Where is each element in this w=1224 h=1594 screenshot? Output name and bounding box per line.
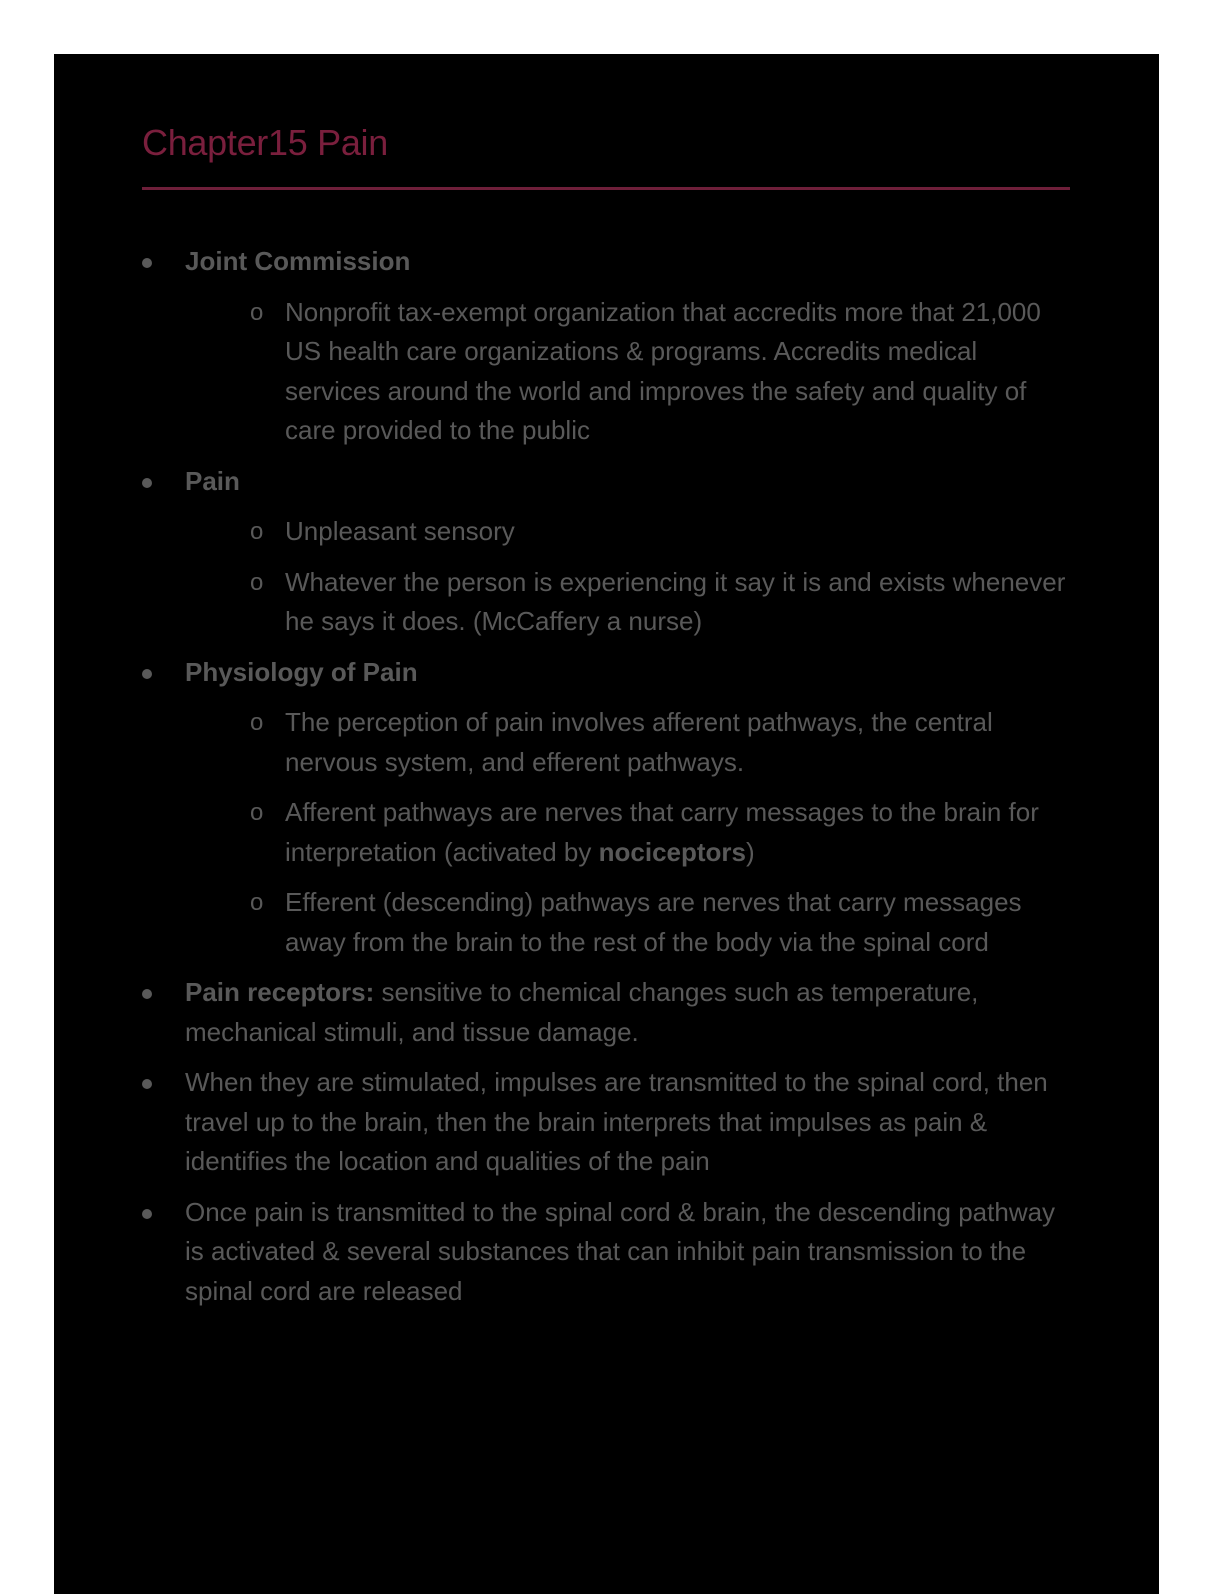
title-divider [142,187,1070,190]
item-text: When they are stimulated, impulses are transmitted to the spinal cord, then travel up to the brain, then the brain interprets that impulses as pain & identifies the location and qualities of the pain [185,1067,1048,1176]
list-item-stimulation [142,1063,1072,1182]
bullet-dot-icon [142,1209,152,1219]
sub-item-text: Nonprofit tax-exempt organization that accredits more that 21,000 US health care organizations & programs. Accredits medical services around the world and improves the safety and quality of care provided to the public [285,296,1041,445]
list-item-pain [142,462,1072,502]
item-text: sensitive to chemical changes such as temperature, mechanical stimuli, and tissue damage. [185,977,979,1047]
sub-item-text: The perception of pain involves afferent pathways, the central nervous system, and efferent pathways. [285,707,993,777]
bullet-circle-icon: o [250,709,264,736]
bullet-dot-icon [142,478,152,488]
document-page [54,54,1159,1594]
sub-item-text: Whatever the person is experiencing it say it is and exists whenever he says it does. (McCaffery a nurse) [285,566,1066,636]
bold-term: Pain receptors: [185,977,375,1007]
sub-item-text-end: ) [746,836,755,867]
sub-list-item [142,563,1072,642]
sub-item-text: Afferent pathways are nerves that carry messages to the brain for interpretation (activated by [285,797,1039,867]
bullet-circle-icon: o [250,568,264,596]
bullet-dot-icon [142,669,152,679]
bullet-list [142,242,1072,1322]
section-heading: Physiology of Pain [185,656,418,687]
section-heading: Pain [185,465,240,496]
sub-list-item [142,793,1072,872]
sub-list-item [142,703,1072,782]
bullet-circle-icon: o [250,889,264,916]
item-text: Once pain is transmitted to the spinal cord & brain, the descending pathway is activated & several substances that can inhibit pain transmission to the spinal cord are released [185,1196,1056,1306]
list-item-pain-receptors [142,973,1072,1052]
sub-item-text: Unpleasant sensory [285,516,515,546]
bullet-dot-icon [142,1079,152,1089]
bullet-circle-icon: o [250,799,264,826]
list-item-physiology-of-pain [142,653,1072,693]
bullet-dot-icon [142,989,152,999]
sub-list-item [142,512,1072,552]
sub-list-item [142,293,1072,451]
bullet-dot-icon [142,258,152,268]
bullet-circle-icon: o [250,298,264,326]
bullet-circle-icon: o [250,518,264,545]
sub-item-text: Efferent (descending) pathways are nerves that carry messages away from the brain to the rest of the body via the spinal cord [285,887,1022,957]
list-item-descending-pathway [142,1193,1072,1312]
page-title: Chapter15 Pain [142,122,388,163]
sub-list-item [142,883,1072,962]
section-heading: Joint Commission [185,246,411,276]
bold-term-nociceptors: nociceptors [598,836,746,867]
list-item-joint-commission [142,242,1072,282]
